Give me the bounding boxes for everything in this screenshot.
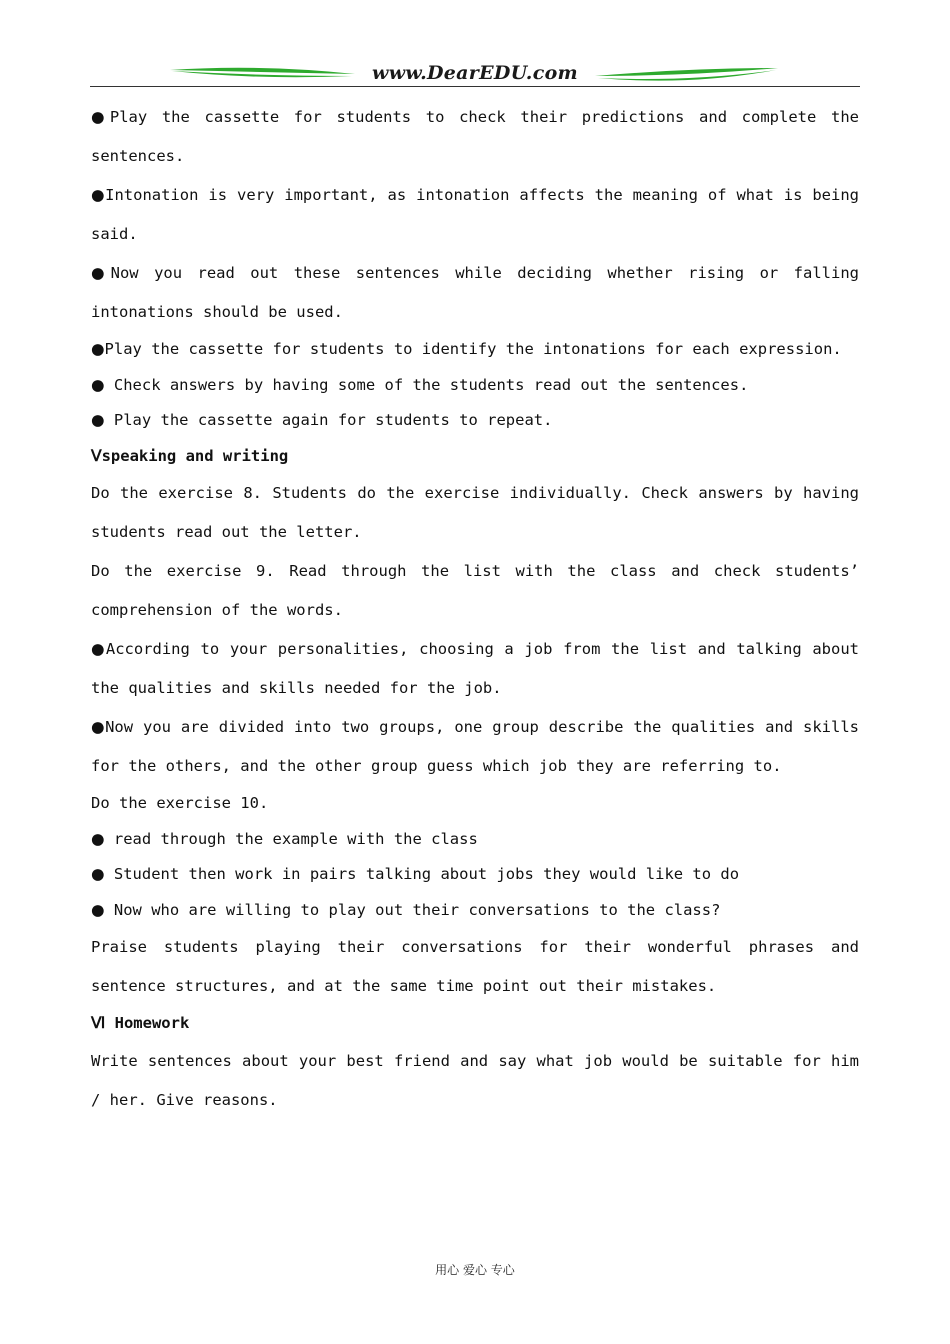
paragraph-text: Play the cassette for students to check their predictions and complete the sentences. <box>91 108 859 165</box>
document-body <box>91 98 859 1120</box>
bullet-item <box>91 403 859 439</box>
bullet-icon: ● <box>91 718 106 736</box>
paragraph-text: Write sentences about your best friend and say what job would be suitable for him / her. Give reasons. <box>91 1051 859 1109</box>
paragraph-text: Check answers by having some of the students read out the sentences. <box>104 375 749 394</box>
bullet-icon: ● <box>91 264 111 282</box>
bullet-icon: ● <box>91 900 105 919</box>
body-paragraph <box>91 786 859 822</box>
bullet-item <box>91 254 859 332</box>
body-paragraph <box>91 1042 859 1120</box>
paragraph-text: Do the exercise 9. Read through the list with the class and check students’ comprehension of the words. <box>91 562 859 619</box>
paragraph-text: Intonation is very important, as intonation affects the meaning of what is being said. <box>91 186 859 243</box>
bullet-item <box>91 857 859 893</box>
bullet-icon: ● <box>91 865 105 883</box>
paragraph-text: Ⅵ Homework <box>91 1014 190 1032</box>
body-paragraph <box>91 474 859 552</box>
paragraph-text: Ⅴspeaking and writing <box>91 446 289 465</box>
header-rule <box>90 86 860 87</box>
bullet-item <box>91 332 859 368</box>
bullet-item <box>91 822 859 858</box>
paragraph-text: Do the exercise 8. Students do the exercise individually. Check answers by having students read out the letter. <box>91 484 859 541</box>
bullet-icon: ● <box>91 411 105 429</box>
bullet-item <box>91 630 859 708</box>
page-footer: 用心 爱心 专心 <box>435 1263 515 1277</box>
section-heading <box>91 1006 859 1042</box>
bullet-icon: ● <box>91 829 105 848</box>
bullet-icon: ● <box>91 108 110 126</box>
bullet-item <box>91 98 859 176</box>
paragraph-text: Play the cassette for students to identify the intonations for each expression. <box>104 340 842 358</box>
bullet-icon: ● <box>91 375 105 394</box>
paragraph-text: Now who are willing to play out their conversations to the class? <box>104 900 721 919</box>
paragraph-text: Do the exercise 10. <box>91 794 269 812</box>
bullet-icon: ● <box>91 640 106 658</box>
bullet-item <box>91 176 859 254</box>
paragraph-text: Play the cassette again for students to repeat. <box>104 411 553 429</box>
paragraph-text: read through the example with the class <box>104 829 478 848</box>
bullet-icon: ● <box>91 340 105 358</box>
paragraph-text: Praise students playing their conversations for their wonderful phrases and sentence structures, and at the same time point out their mistakes. <box>91 938 859 995</box>
paragraph-text: According to your personalities, choosing a job from the list and talking about the qualities and skills needed for the job. <box>91 640 859 697</box>
paragraph-text: Student then work in pairs talking about jobs they would like to do <box>104 865 740 883</box>
site-logo-text: www.DearEDU.com <box>372 62 578 84</box>
bullet-item <box>91 368 859 404</box>
bullet-item <box>91 708 859 786</box>
paragraph-text: Now you read out these sentences while deciding whether rising or falling intonations should be used. <box>91 264 859 321</box>
body-paragraph <box>91 928 859 1006</box>
bullet-item <box>91 893 859 929</box>
section-heading <box>91 439 859 475</box>
paragraph-text: Now you are divided into two groups, one group describe the qualities and skills for the others, and the other group guess which job they are referring to. <box>91 718 859 775</box>
body-paragraph <box>91 552 859 630</box>
bullet-icon: ● <box>91 186 106 204</box>
